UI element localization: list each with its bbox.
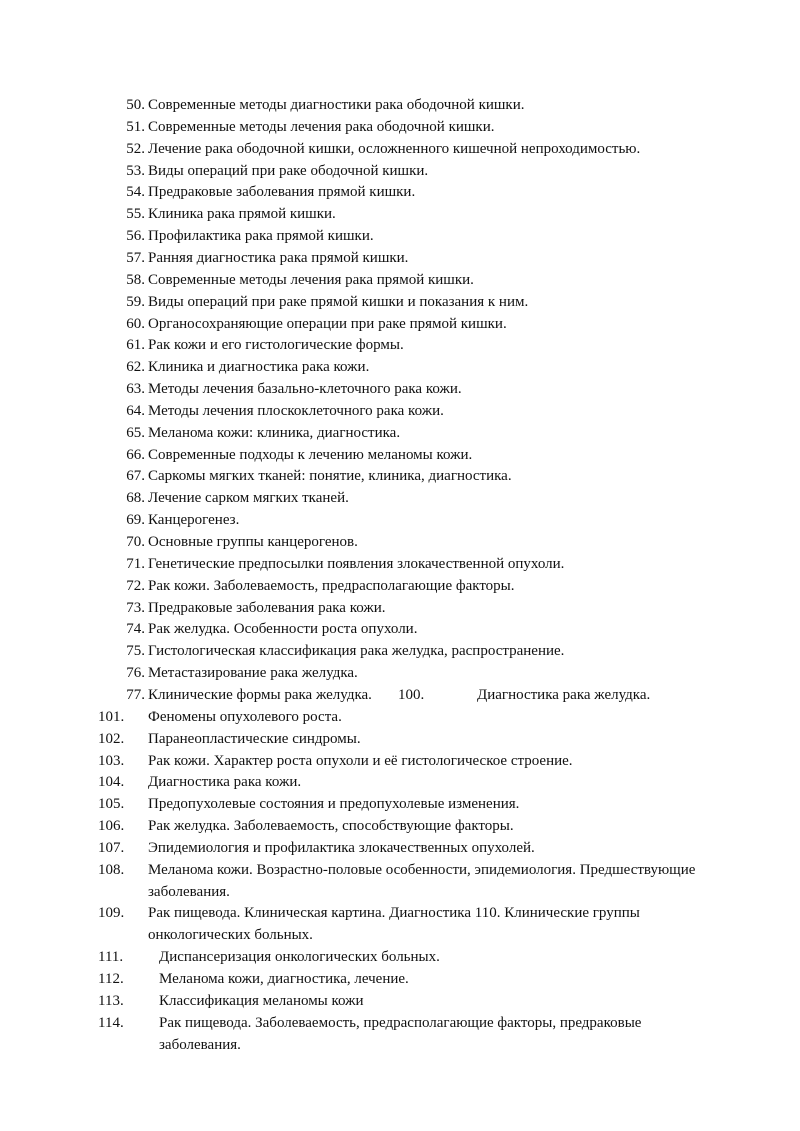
list-item <box>0 773 800 791</box>
list-item-text: Рак желудка. Особенности роста опухоли. <box>148 621 418 638</box>
list-item-text: Современные подходы к лечению меланомы кожи. <box>148 446 473 463</box>
list-item-text: Саркомы мягких тканей: понятие, клиника, диагностика. <box>148 468 512 485</box>
list-item <box>0 140 800 158</box>
list-item-text: Виды операций при раке прямой кишки и показания к ним. <box>148 293 529 310</box>
list-item-continuation-text: онкологических больных. <box>148 927 313 944</box>
list-item-text: Рак кожи. Характер роста опухоли и её гистологическое строение. <box>148 752 573 769</box>
list-item <box>0 336 800 354</box>
list-item-number: 77. <box>126 686 145 703</box>
list-item <box>0 861 800 879</box>
list-item <box>0 96 800 114</box>
list-item <box>0 380 800 398</box>
list-item-text: Лечение сарком мягких тканей. <box>148 490 349 507</box>
list-item-number: 75. <box>126 643 145 660</box>
list-item-number: 65. <box>126 424 145 441</box>
list-item <box>0 446 800 464</box>
list-item-continuation <box>0 926 800 944</box>
list-item-inline-number: 100. <box>398 686 425 703</box>
list-item-number: 73. <box>126 599 145 616</box>
list-item-text: Органосохраняющие операции при раке прямой кишки. <box>148 315 507 332</box>
list-item-text: Диспансеризация онкологических больных. <box>159 949 440 966</box>
list-item <box>0 555 800 573</box>
list-item-text: Виды операций при раке ободочной кишки. <box>148 162 429 179</box>
list-item <box>0 358 800 376</box>
list-item-number: 58. <box>126 271 145 288</box>
list-item <box>0 293 800 311</box>
list-item-text: Методы лечения плоскоклеточного рака кожи. <box>148 402 444 419</box>
list-item-number: 56. <box>126 228 145 245</box>
list-item-text: Рак желудка. Заболеваемость, способствующие факторы. <box>148 818 514 835</box>
list-item <box>0 315 800 333</box>
list-item-text: Генетические предпосылки появления злокачественной опухоли. <box>148 555 565 572</box>
list-item <box>0 1014 800 1032</box>
list-item-number: 103. <box>98 752 125 769</box>
list-item <box>0 402 800 420</box>
list-item <box>0 271 800 289</box>
list-item-text: Современные методы лечения рака ободочной кишки. <box>148 118 495 135</box>
list-item-number: 62. <box>126 359 145 376</box>
list-item-text: Клинические формы рака желудка. <box>148 686 372 703</box>
list-item-number: 111. <box>98 949 124 966</box>
list-item-number: 69. <box>126 512 145 529</box>
list-item <box>0 992 800 1010</box>
list-item-number: 64. <box>126 402 145 419</box>
list-item-text: Профилактика рака прямой кишки. <box>148 228 374 245</box>
list-item-continuation-text: заболевания. <box>159 1036 241 1053</box>
list-item-number: 66. <box>126 446 145 463</box>
list-item <box>0 424 800 442</box>
list-item-number: 112. <box>98 971 124 987</box>
list-item-number: 70. <box>126 534 145 550</box>
list-item-text: Предраковые заболевания прямой кишки. <box>148 184 416 201</box>
list-item-text: Феномены опухолевого роста. <box>148 708 342 725</box>
list-item-number: 114. <box>98 1014 124 1031</box>
list-item-continuation <box>0 1036 800 1054</box>
list-item-number: 105. <box>98 796 125 813</box>
list-item-number: 67. <box>126 468 145 485</box>
list-item-number: 59. <box>126 293 145 310</box>
list-item-text: Меланома кожи, диагностика, лечение. <box>159 971 409 987</box>
list-item-number: 113. <box>98 992 124 1009</box>
list-item <box>0 205 800 223</box>
list-item <box>0 839 800 857</box>
list-item-text: Рак кожи. Заболеваемость, предрасполагающие факторы. <box>148 577 515 594</box>
list-item <box>0 795 800 813</box>
list-item <box>0 249 800 267</box>
list-item-text: Меланома кожи. Возрастно-половые особенности, эпидемиология. Предшествующие <box>148 861 696 878</box>
list-item-continuation-text: заболевания. <box>148 883 230 900</box>
list-item-number: 54. <box>126 184 145 201</box>
list-item <box>0 467 800 485</box>
list-item-text: Классификация меланомы кожи <box>159 992 364 1009</box>
list-item-number: 51. <box>126 118 145 135</box>
list-item-text: Предраковые заболевания рака кожи. <box>148 599 386 616</box>
list-item-number: 68. <box>126 490 145 507</box>
list-item-text: Диагностика рака кожи. <box>148 774 302 791</box>
list-item <box>0 642 800 660</box>
list-item-number: 108. <box>98 861 125 878</box>
list-item <box>0 118 800 136</box>
list-item-text: Меланома кожи: клиника, диагностика. <box>148 424 401 441</box>
list-item-number: 61. <box>126 337 145 354</box>
list-item-number: 101. <box>98 708 125 725</box>
list-item <box>0 686 800 704</box>
list-item <box>0 708 800 726</box>
list-item <box>0 511 800 529</box>
list-item <box>0 577 800 595</box>
list-item <box>0 752 800 770</box>
list-item-number: 106. <box>98 818 125 835</box>
list-item-text: Ранняя диагностика рака прямой кишки. <box>148 249 409 266</box>
list-item <box>0 599 800 617</box>
list-item-number: 53. <box>126 162 145 179</box>
list-item <box>0 620 800 638</box>
list-item-text: Клиника и диагностика рака кожи. <box>148 359 370 376</box>
list-item-text: Рак пищевода. Заболеваемость, предрасполагающие факторы, предраковые <box>159 1014 642 1031</box>
list-item <box>0 162 800 180</box>
list-item-number: 104. <box>98 774 125 791</box>
list-item <box>0 970 800 988</box>
list-item <box>0 227 800 245</box>
list-item <box>0 533 800 551</box>
list-item-number: 52. <box>126 140 145 157</box>
list-item-text: Гистологическая классификация рака желудка, распространение. <box>148 643 565 660</box>
list-item-text: Рак кожи и его гистологические формы. <box>148 337 404 354</box>
list-item-number: 102. <box>98 730 125 747</box>
list-item-number: 72. <box>126 577 145 594</box>
list-item-inline-text: Диагностика рака желудка. <box>477 686 651 703</box>
list-item-text: Канцерогенез. <box>148 512 240 529</box>
list-item <box>0 664 800 682</box>
list-item <box>0 730 800 748</box>
list-item-number: 71. <box>126 555 145 572</box>
list-item-text: Методы лечения базально-клеточного рака кожи. <box>148 381 462 398</box>
list-item <box>0 183 800 201</box>
list-item-number: 57. <box>126 249 145 266</box>
list-item-number: 50. <box>126 97 145 113</box>
list-item-number: 109. <box>98 905 125 922</box>
list-item-text: Паранеопластические синдромы. <box>148 730 361 747</box>
list-item-number: 60. <box>126 315 145 332</box>
list-item-text: Лечение рака ободочной кишки, осложненного кишечной непроходимостью. <box>148 140 641 157</box>
list-item-continuation <box>0 883 800 901</box>
list-item <box>0 489 800 507</box>
list-item-text: Клиника рака прямой кишки. <box>148 206 336 223</box>
list-item <box>0 904 800 922</box>
list-item <box>0 817 800 835</box>
list-item <box>0 948 800 966</box>
list-item-text: Предопухолевые состояния и предопухолевые изменения. <box>148 796 520 813</box>
list-item-number: 74. <box>126 621 145 638</box>
list-item-number: 107. <box>98 839 125 856</box>
list-item-text: Современные методы лечения рака прямой кишки. <box>148 271 474 288</box>
list-item-text: Эпидемиология и профилактика злокачественных опухолей. <box>148 839 535 856</box>
list-item-number: 55. <box>126 206 145 223</box>
list-item-number: 76. <box>126 665 145 682</box>
list-item-text: Метастазирование рака желудка. <box>148 665 358 682</box>
list-item-number: 63. <box>126 381 145 398</box>
list-item-text: Современные методы диагностики рака ободочной кишки. <box>148 97 525 113</box>
list-item-text: Основные группы канцерогенов. <box>148 534 358 550</box>
list-item-text: Рак пищевода. Клиническая картина. Диагностика 110. Клинические группы <box>148 905 640 922</box>
